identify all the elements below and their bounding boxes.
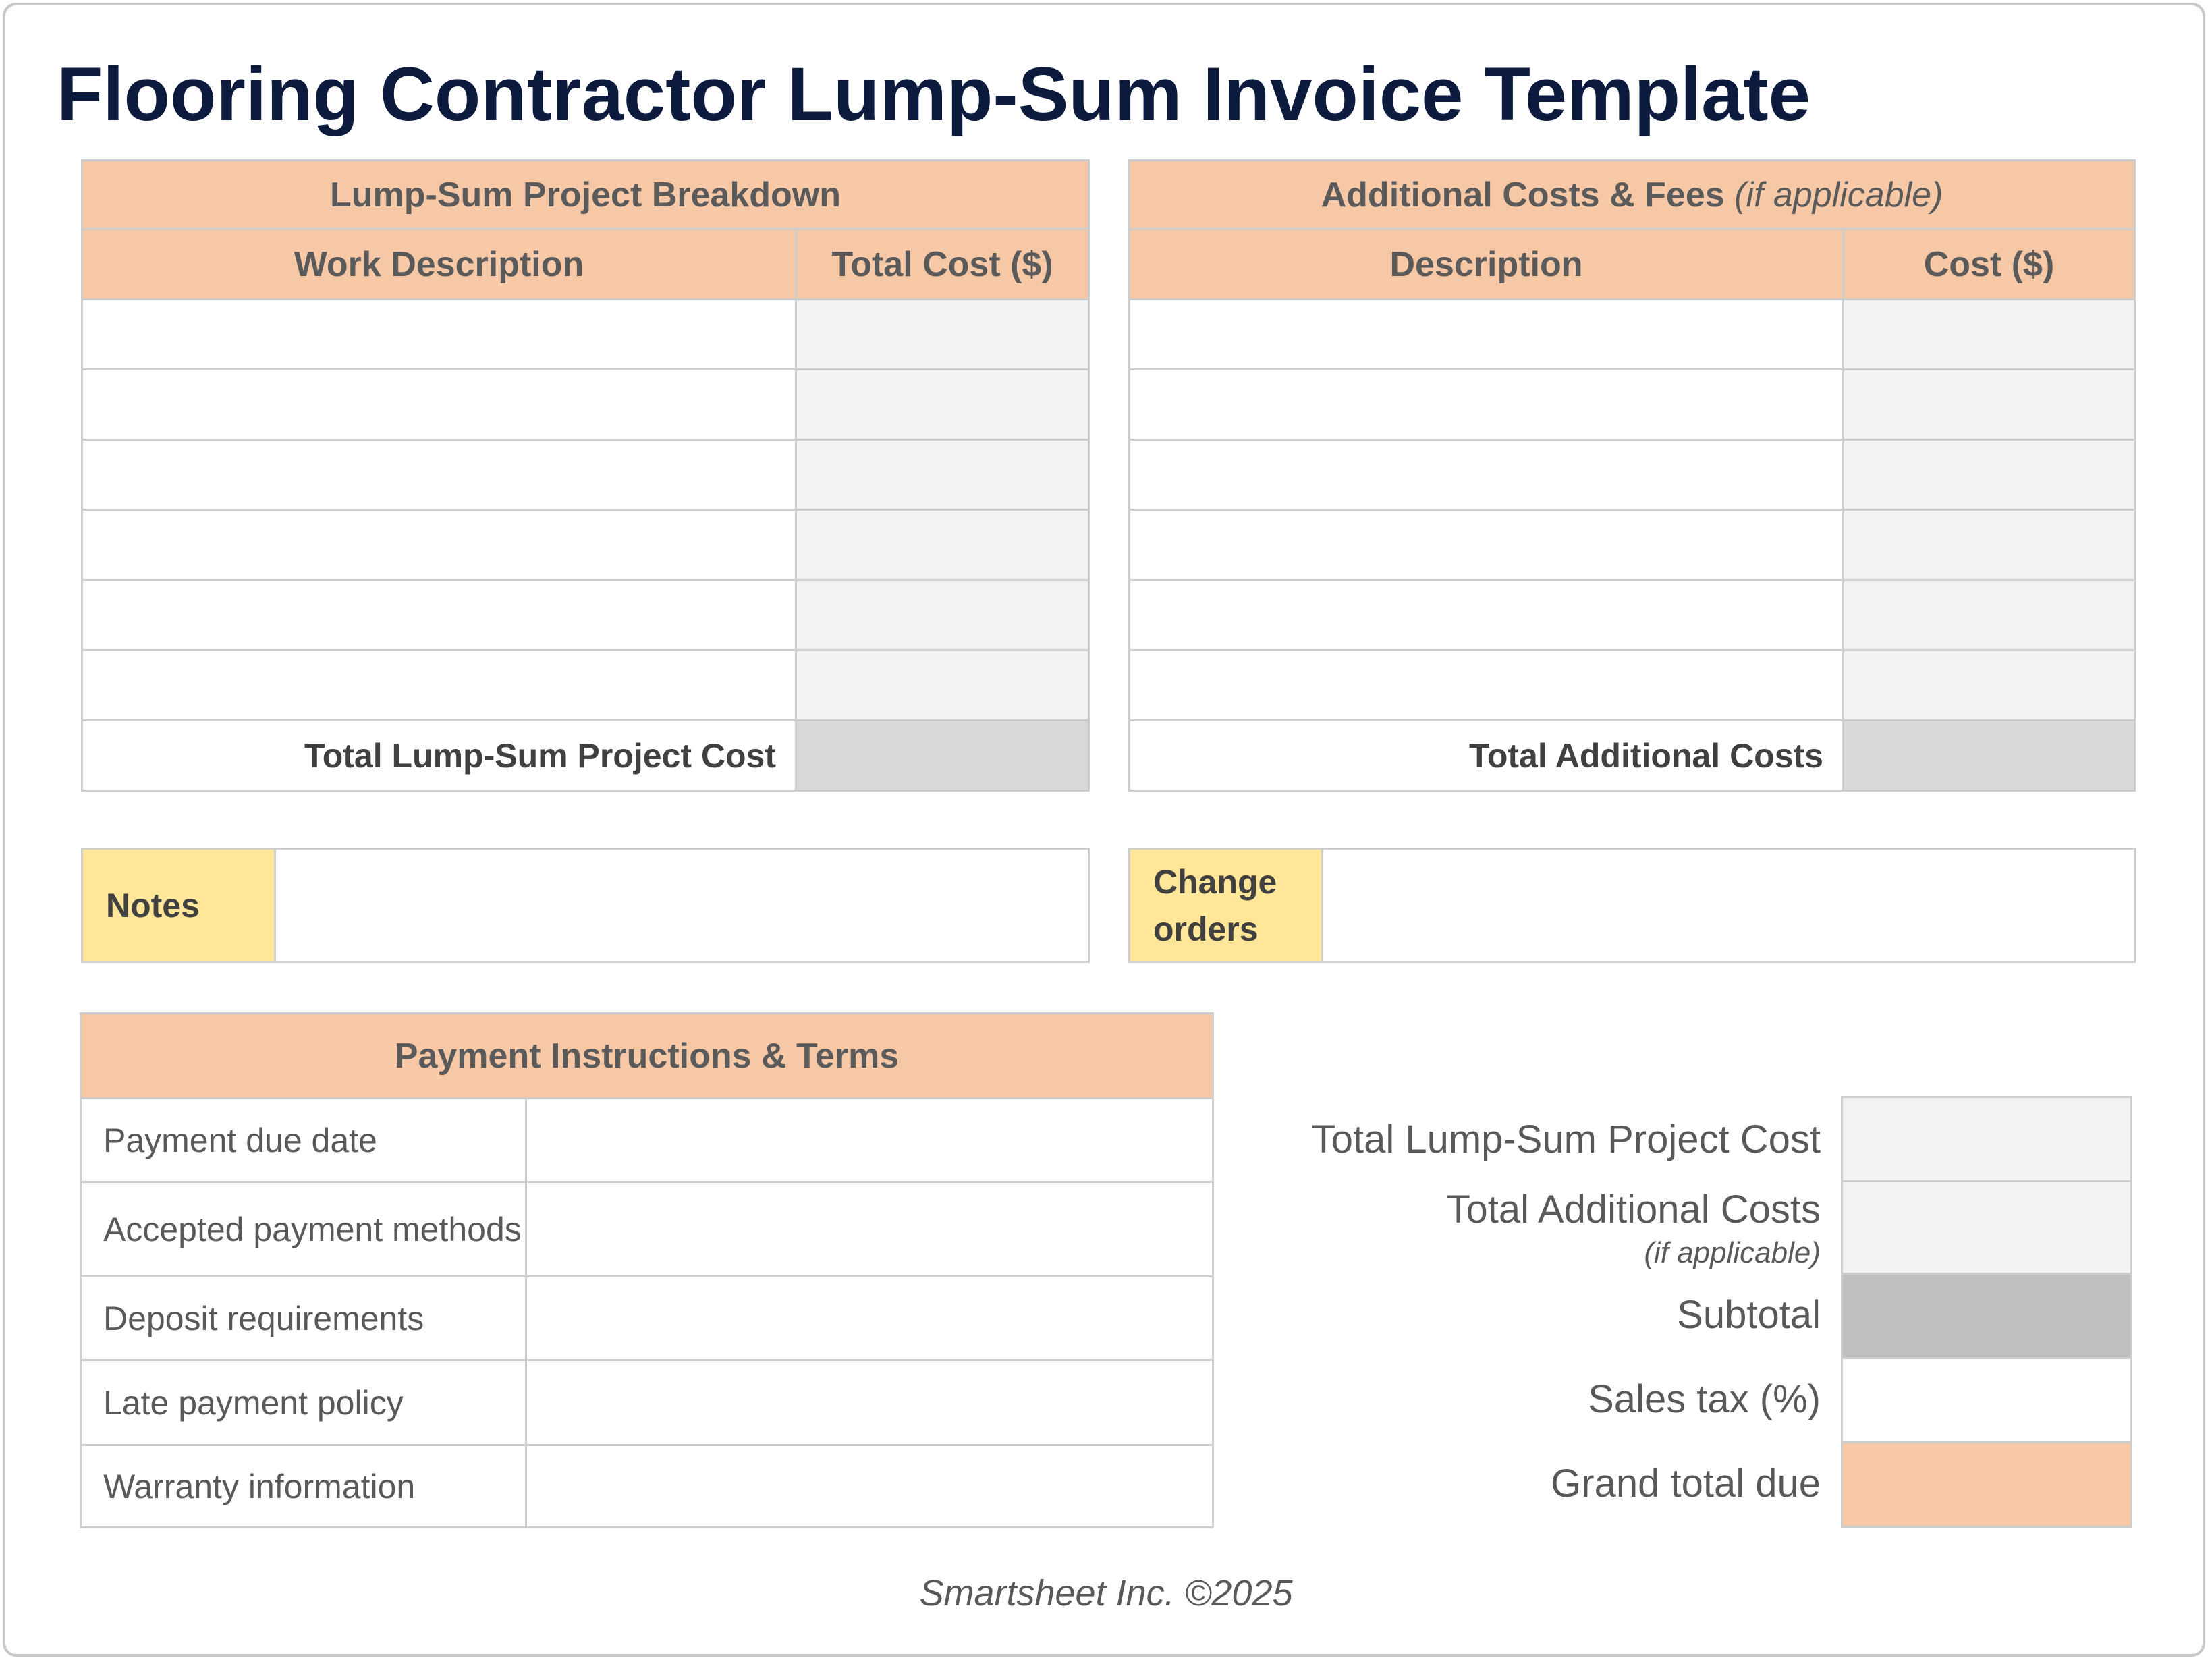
description-cell[interactable] — [1130, 580, 1844, 650]
summary-total-additional-label — [1446, 1187, 1821, 1273]
description-header: Description — [1130, 229, 1844, 300]
work-description-header: Work Description — [82, 229, 796, 300]
late-payment-policy-field[interactable] — [526, 1360, 1213, 1445]
total-project-cost-value[interactable] — [796, 721, 1089, 791]
accepted-payment-methods-label: Accepted payment methods — [81, 1182, 526, 1277]
cost-cell[interactable] — [1844, 650, 2135, 721]
deposit-requirements-label: Deposit requirements — [81, 1277, 526, 1360]
work-description-cell[interactable] — [82, 300, 796, 370]
cost-cell[interactable] — [1844, 300, 2135, 370]
summary-sales-tax-label: Sales tax (%) — [1588, 1377, 1821, 1421]
total-additional-costs-value[interactable] — [1844, 721, 2135, 791]
summary-total-project-value[interactable] — [1841, 1096, 2132, 1182]
summary-sales-tax-row — [1242, 1357, 2132, 1443]
summary-grand-total-value[interactable] — [1841, 1441, 2132, 1528]
summary-subtotal-row — [1242, 1273, 2132, 1359]
total-additional-costs-label: Total Additional Costs — [1130, 721, 1844, 791]
total-cost-header: Total Cost ($) — [796, 229, 1089, 300]
total-cost-cell[interactable] — [796, 580, 1089, 650]
work-description-cell[interactable] — [82, 580, 796, 650]
change-orders-field[interactable] — [1323, 849, 2135, 962]
total-project-cost-label: Total Lump-Sum Project Cost — [82, 721, 796, 791]
summary-total-additional-note: (if applicable) — [1644, 1236, 1821, 1269]
cost-cell[interactable] — [1844, 580, 2135, 650]
summary-grand-total-label: Grand total due — [1551, 1462, 1821, 1505]
footer-copyright: Smartsheet Inc. ©2025 — [919, 1573, 1293, 1613]
payment-terms-title: Payment Instructions & Terms — [81, 1014, 1213, 1099]
change-orders-label — [1130, 849, 1323, 962]
project-breakdown-title: Lump-Sum Project Breakdown — [82, 161, 1089, 229]
total-cost-cell[interactable] — [796, 440, 1089, 510]
payment-due-date-label: Payment due date — [81, 1099, 526, 1182]
summary-subtotal-value[interactable] — [1841, 1273, 2132, 1359]
project-breakdown-table — [81, 159, 1090, 792]
cost-cell[interactable] — [1844, 510, 2135, 580]
additional-costs-title-text: Additional Costs & Fees — [1321, 175, 1725, 215]
payment-terms-table — [80, 1012, 1214, 1528]
summary-total-project-row — [1242, 1096, 2132, 1182]
payment-due-date-field[interactable] — [526, 1099, 1213, 1182]
change-orders-label-line1: Change — [1153, 862, 1277, 901]
deposit-requirements-field[interactable] — [526, 1277, 1213, 1360]
description-cell[interactable] — [1130, 650, 1844, 721]
description-cell[interactable] — [1130, 510, 1844, 580]
accepted-payment-methods-field[interactable] — [526, 1182, 1213, 1277]
summary-total-additional-row — [1242, 1180, 2132, 1275]
work-description-cell[interactable] — [82, 440, 796, 510]
change-orders-label-line2: orders — [1153, 910, 1259, 948]
work-description-cell[interactable] — [82, 510, 796, 580]
summary-total-additional-text: Total Additional Costs — [1446, 1188, 1821, 1231]
notes-field[interactable] — [275, 849, 1089, 962]
cost-cell[interactable] — [1844, 440, 2135, 510]
warranty-information-label: Warranty information — [81, 1445, 526, 1528]
summary-sales-tax-value[interactable] — [1841, 1357, 2132, 1443]
additional-costs-title — [1130, 161, 2135, 229]
total-cost-cell[interactable] — [796, 300, 1089, 370]
work-description-cell[interactable] — [82, 370, 796, 440]
work-description-cell[interactable] — [82, 650, 796, 721]
summary-total-additional-value[interactable] — [1841, 1180, 2132, 1275]
total-cost-cell[interactable] — [796, 650, 1089, 721]
page-title: Flooring Contractor Lump-Sum Invoice Template — [57, 52, 1810, 136]
description-cell[interactable] — [1130, 300, 1844, 370]
warranty-information-field[interactable] — [526, 1445, 1213, 1528]
change-orders-box — [1128, 848, 2136, 963]
summary-total-project-label: Total Lump-Sum Project Cost — [1311, 1117, 1821, 1161]
summary-grand-total-row — [1242, 1441, 2132, 1528]
total-cost-cell[interactable] — [796, 370, 1089, 440]
cost-header: Cost ($) — [1844, 229, 2135, 300]
total-cost-cell[interactable] — [796, 510, 1089, 580]
notes-box — [81, 848, 1090, 963]
cost-cell[interactable] — [1844, 370, 2135, 440]
late-payment-policy-label: Late payment policy — [81, 1360, 526, 1445]
summary-subtotal-label: Subtotal — [1677, 1293, 1821, 1337]
description-cell[interactable] — [1130, 370, 1844, 440]
additional-costs-table — [1128, 159, 2136, 792]
description-cell[interactable] — [1130, 440, 1844, 510]
additional-costs-title-note: (if applicable) — [1734, 175, 1943, 215]
notes-label: Notes — [82, 849, 275, 962]
